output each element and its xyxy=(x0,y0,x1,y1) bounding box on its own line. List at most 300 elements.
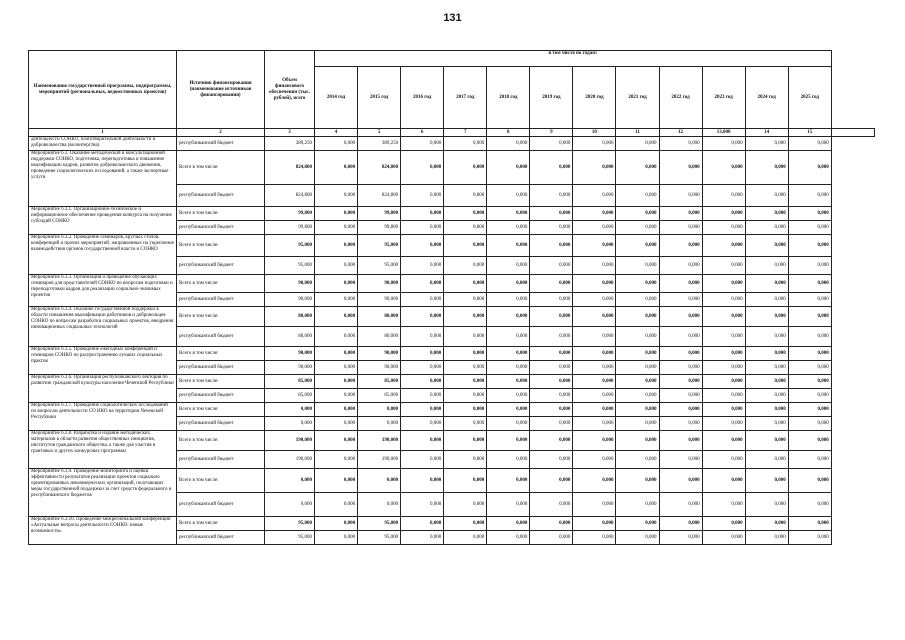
year-value: 0,000 xyxy=(401,389,444,403)
year-value: 0,000 xyxy=(659,185,702,207)
year-value: 0,000 xyxy=(573,531,616,545)
year-value: 0,000 xyxy=(702,257,745,275)
year-value: 0,000 xyxy=(573,347,616,361)
year-value: 0,000 xyxy=(745,257,788,275)
column-index: 1 xyxy=(29,129,177,137)
year-value: 80,000 xyxy=(358,307,401,327)
year-value: 0,000 xyxy=(530,221,573,235)
year-value: 0,000 xyxy=(702,293,745,307)
year-value: 0,000 xyxy=(616,137,659,151)
year-value: 0,000 xyxy=(530,531,573,545)
year-value: 0,000 xyxy=(659,361,702,375)
year-value: 0,000 xyxy=(788,235,831,257)
year-value: 0,000 xyxy=(659,137,702,151)
measure-name: Мероприятие 6.3.8. Разработка и издание методических материалов в области развития общественных инициатив, институтов гражданского общества, а также для участия в грантовых и других конкурсных программах xyxy=(29,431,177,469)
year-value: 0,000 xyxy=(487,493,530,517)
year-value: 0,000 xyxy=(444,531,487,545)
year-value: 0,000 xyxy=(659,257,702,275)
year-value: 0,000 xyxy=(315,275,358,293)
year-value: 0,000 xyxy=(530,275,573,293)
year-value: 0,000 xyxy=(487,257,530,275)
header-source: Источник финансирования (наименование источников финансирования) xyxy=(177,51,265,129)
year-value: 0,000 xyxy=(745,137,788,151)
year-value: 0,000 xyxy=(616,361,659,375)
year-value: 0,000 xyxy=(659,431,702,451)
year-value: 0,000 xyxy=(573,137,616,151)
year-value: 0,000 xyxy=(530,327,573,347)
year-value: 0,000 xyxy=(745,517,788,531)
year-value: 0,000 xyxy=(401,327,444,347)
year-value: 0,000 xyxy=(530,185,573,207)
measure-name: Мероприятие 6.3.2. Проведение семинаров, круглых столов, конференций и прочих мероприятий, направленных на укрепление взаимодействия органов государственной власти и СОНКО xyxy=(29,235,177,275)
year-value: 0,000 xyxy=(530,207,573,221)
year-value: 0,000 xyxy=(659,151,702,185)
year-value: 0,000 xyxy=(616,375,659,389)
year-value: 0,000 xyxy=(745,235,788,257)
year-value: 824,800 xyxy=(358,151,401,185)
measure-name: Мероприятие 6.3.3. Организация и проведение обучающих семинаров для представителей СОНКО по вопросам подготовки и переподготовки кадров для реализации социально-значимых проектов xyxy=(29,275,177,307)
year-value: 0,000 xyxy=(702,389,745,403)
year-value: 0,000 xyxy=(315,185,358,207)
funding-source: республиканский бюджет xyxy=(177,451,265,469)
year-value: 0,000 xyxy=(315,431,358,451)
year-value: 95,000 xyxy=(358,257,401,275)
year-value: 0,000 xyxy=(530,469,573,493)
table-row xyxy=(29,431,875,451)
year-value: 0,000 xyxy=(444,389,487,403)
total-volume: 80,000 xyxy=(265,307,315,327)
year-value: 0,000 xyxy=(573,151,616,185)
header-name: Наименование государственной программы, подпрограммы, мероприятий (региональных, ведомственных проектов) xyxy=(29,51,177,129)
year-value: 0,000 xyxy=(573,361,616,375)
year-value: 0,000 xyxy=(315,347,358,361)
column-index: 4 xyxy=(315,129,358,137)
funding-source: республиканский бюджет xyxy=(177,137,265,151)
table-row xyxy=(29,275,875,293)
year-value: 0,000 xyxy=(573,235,616,257)
year-value: 0,000 xyxy=(444,347,487,361)
year-value: 0,000 xyxy=(401,517,444,531)
year-value: 0,000 xyxy=(616,293,659,307)
year-value: 0,000 xyxy=(573,293,616,307)
year-value: 0,000 xyxy=(487,403,530,417)
year-value: 0,000 xyxy=(659,235,702,257)
year-value: 0,000 xyxy=(659,327,702,347)
column-index: 14 xyxy=(745,129,788,137)
year-value: 389,250 xyxy=(358,137,401,151)
table-row xyxy=(29,469,875,493)
year-value: 0,000 xyxy=(573,207,616,221)
year-value: 0,000 xyxy=(788,451,831,469)
year-value: 0,000 xyxy=(573,307,616,327)
funding-source: республиканский бюджет xyxy=(177,293,265,307)
year-value: 0,000 xyxy=(487,347,530,361)
table-row xyxy=(29,347,875,361)
funding-source: Всего в том числе: xyxy=(177,431,265,451)
total-volume: 0,000 xyxy=(265,493,315,517)
column-index: 9 xyxy=(530,129,573,137)
year-value: 0,000 xyxy=(444,517,487,531)
year-value: 0,000 xyxy=(616,451,659,469)
year-value: 0,000 xyxy=(702,375,745,389)
year-value: 0,000 xyxy=(702,517,745,531)
year-value: 0,000 xyxy=(530,431,573,451)
year-value: 0,000 xyxy=(444,257,487,275)
year-value: 0,000 xyxy=(573,403,616,417)
year-value: 0,000 xyxy=(788,151,831,185)
year-value: 0,000 xyxy=(702,185,745,207)
total-volume: 95,000 xyxy=(265,517,315,531)
year-value: 0,000 xyxy=(315,235,358,257)
year-value: 0,000 xyxy=(702,137,745,151)
year-value: 0,000 xyxy=(745,375,788,389)
table-row xyxy=(29,235,875,257)
year-value: 0,000 xyxy=(745,389,788,403)
column-index: 7 xyxy=(444,129,487,137)
year-value: 0,000 xyxy=(315,375,358,389)
year-value: 0,000 xyxy=(315,151,358,185)
year-value: 0,000 xyxy=(401,403,444,417)
year-value: 0,000 xyxy=(659,517,702,531)
year-value: 0,000 xyxy=(315,517,358,531)
year-value: 0,000 xyxy=(444,403,487,417)
year-value: 0,000 xyxy=(788,389,831,403)
year-value: 0,000 xyxy=(745,293,788,307)
column-index xyxy=(831,129,874,137)
year-value: 0,000 xyxy=(745,207,788,221)
year-value: 0,000 xyxy=(659,347,702,361)
year-value: 0,000 xyxy=(702,531,745,545)
year-value: 0,000 xyxy=(745,361,788,375)
measure-name: Мероприятие 6.3. Оказание методической и консультационной поддержки СОНКО, подготовка, переподготовка и повышение квалификации кадров, развитие добровольческого движения, проведение социологических исследований, а также экспертные услуги xyxy=(29,151,177,207)
funding-source: Всего в том числе: xyxy=(177,517,265,531)
table-row xyxy=(29,375,875,389)
year-value: 0,000 xyxy=(745,451,788,469)
year-value: 0,000 xyxy=(487,469,530,493)
year-value: 0,000 xyxy=(745,347,788,361)
year-value: 0,000 xyxy=(401,185,444,207)
year-value: 0,000 xyxy=(702,347,745,361)
year-value: 0,000 xyxy=(487,361,530,375)
year-value: 0,000 xyxy=(401,451,444,469)
year-value: 90,000 xyxy=(358,293,401,307)
year-value: 0,000 xyxy=(616,531,659,545)
total-volume: 90,000 xyxy=(265,293,315,307)
year-value: 0,000 xyxy=(487,431,530,451)
year-value: 0,000 xyxy=(444,151,487,185)
year-value: 824,800 xyxy=(358,185,401,207)
funding-source: республиканский бюджет xyxy=(177,493,265,517)
year-value: 0,000 xyxy=(788,347,831,361)
year-value: 0,000 xyxy=(315,493,358,517)
funding-source: республиканский бюджет xyxy=(177,361,265,375)
measure-name: Мероприятие 6.3.5. Проведение ежегодных конференций и семинаров СОНКО по распространению лучших социальных практик xyxy=(29,347,177,375)
year-value: 0,000 xyxy=(702,235,745,257)
year-value: 0,000 xyxy=(788,417,831,431)
year-value: 0,000 xyxy=(315,137,358,151)
measure-name: Мероприятие 6.3.10. Проведение межрегиональной конференции «Актуальные вопросы деятельности СОНКО: новые возможности» xyxy=(29,517,177,545)
year-value: 0,000 xyxy=(788,307,831,327)
year-value: 0,000 xyxy=(401,375,444,389)
year-value: 0,000 xyxy=(616,151,659,185)
year-value: 0,000 xyxy=(616,517,659,531)
year-value: 0,000 xyxy=(702,417,745,431)
year-value: 0,000 xyxy=(401,361,444,375)
year-value: 0,000 xyxy=(573,431,616,451)
year-value: 0,000 xyxy=(702,207,745,221)
year-value: 0,000 xyxy=(616,207,659,221)
year-value: 0,000 xyxy=(401,235,444,257)
year-value: 0,000 xyxy=(530,389,573,403)
year-value: 0,000 xyxy=(530,307,573,327)
total-volume: 190,000 xyxy=(265,451,315,469)
year-value: 0,000 xyxy=(616,185,659,207)
header-year: 2021 год xyxy=(616,67,659,129)
year-value: 0,000 xyxy=(487,375,530,389)
year-value: 0,000 xyxy=(444,417,487,431)
year-value: 0,000 xyxy=(659,275,702,293)
total-volume: 80,000 xyxy=(265,327,315,347)
year-value: 0,000 xyxy=(401,293,444,307)
year-value: 0,000 xyxy=(401,307,444,327)
year-value: 0,000 xyxy=(530,517,573,531)
funding-source: Всего в том числе: xyxy=(177,469,265,493)
year-value: 0,000 xyxy=(444,235,487,257)
year-value: 0,000 xyxy=(487,185,530,207)
year-value: 0,000 xyxy=(788,431,831,451)
year-value: 0,000 xyxy=(788,469,831,493)
year-value: 0,000 xyxy=(315,403,358,417)
funding-source: Всего в том числе: xyxy=(177,151,265,185)
year-value: 0,000 xyxy=(444,361,487,375)
year-value: 0,000 xyxy=(487,235,530,257)
measure-name: Мероприятие 6.3.6. Организация республиканского лектория по развитию гражданской культуры населения Чеченской Республики xyxy=(29,375,177,403)
year-value: 0,000 xyxy=(788,185,831,207)
year-value: 0,000 xyxy=(530,235,573,257)
year-value: 0,000 xyxy=(788,361,831,375)
column-index: 15 xyxy=(788,129,831,137)
year-value: 99,800 xyxy=(358,221,401,235)
header-year: 2022 год xyxy=(659,67,702,129)
year-value: 0,000 xyxy=(573,451,616,469)
year-value: 0,000 xyxy=(745,307,788,327)
header-year: 2025 год xyxy=(788,67,831,129)
column-index: 6 xyxy=(401,129,444,137)
year-value: 0,000 xyxy=(444,469,487,493)
year-value: 0,000 xyxy=(315,389,358,403)
year-value: 0,000 xyxy=(573,417,616,431)
header-year: 2019 год xyxy=(530,67,573,129)
year-value: 0,000 xyxy=(315,531,358,545)
year-value: 0,000 xyxy=(659,451,702,469)
funding-source: республиканский бюджет xyxy=(177,221,265,235)
year-value: 0,000 xyxy=(530,493,573,517)
funding-source: Всего в том числе: xyxy=(177,403,265,417)
year-value: 0,000 xyxy=(487,151,530,185)
year-value: 0,000 xyxy=(616,469,659,493)
year-value: 0,000 xyxy=(444,375,487,389)
year-value: 0,000 xyxy=(487,417,530,431)
funding-source: Всего в том числе: xyxy=(177,235,265,257)
year-value: 0,000 xyxy=(702,151,745,185)
year-value: 0,000 xyxy=(788,257,831,275)
measure-name: деятельности СОНКО, благотворительной деятельности и добровольчества (волонтерства) xyxy=(29,137,177,151)
year-value: 0,000 xyxy=(487,517,530,531)
year-value: 0,000 xyxy=(745,469,788,493)
year-value: 0,000 xyxy=(530,451,573,469)
year-value: 0,000 xyxy=(444,493,487,517)
funding-source: республиканский бюджет xyxy=(177,417,265,431)
year-value: 0,000 xyxy=(401,151,444,185)
column-index: 2 xyxy=(177,129,265,137)
financing-table xyxy=(28,50,875,545)
funding-source: республиканский бюджет xyxy=(177,531,265,545)
year-value: 0,000 xyxy=(616,347,659,361)
year-value: 0,000 xyxy=(788,137,831,151)
year-value: 0,000 xyxy=(358,403,401,417)
header-volume: Объем финансового обеспечения (тыс. рублей), всего xyxy=(265,51,315,129)
total-volume: 389,250 xyxy=(265,137,315,151)
year-value: 0,000 xyxy=(315,361,358,375)
year-value: 0,000 xyxy=(573,493,616,517)
year-value: 0,000 xyxy=(487,275,530,293)
measure-name: Мероприятие 6.3.1. Организационно-техническое и информационное обеспечение проведения конкурса на получение субсидий СОНКО xyxy=(29,207,177,235)
year-value: 0,000 xyxy=(315,307,358,327)
year-value: 0,000 xyxy=(745,151,788,185)
year-value: 0,000 xyxy=(616,307,659,327)
year-value: 0,000 xyxy=(358,469,401,493)
year-value: 0,000 xyxy=(401,469,444,493)
year-value: 0,000 xyxy=(444,451,487,469)
header-year: 2024 год xyxy=(745,67,788,129)
table-row xyxy=(29,137,875,151)
table-row xyxy=(29,307,875,327)
year-value: 0,000 xyxy=(315,257,358,275)
year-value: 0,000 xyxy=(444,327,487,347)
measure-name: Мероприятие 6.3.7. Проведение социологических исследований по вопросам деятельности СО НКО на территории Чеченской Республики xyxy=(29,403,177,431)
year-value: 0,000 xyxy=(444,185,487,207)
year-value: 0,000 xyxy=(616,431,659,451)
funding-source: Всего в том числе: xyxy=(177,275,265,293)
year-value: 0,000 xyxy=(788,207,831,221)
column-index: 13,000 xyxy=(702,129,745,137)
year-value: 0,000 xyxy=(745,531,788,545)
year-value: 0,000 xyxy=(530,361,573,375)
year-value: 0,000 xyxy=(745,221,788,235)
year-value: 0,000 xyxy=(745,403,788,417)
header-year: 2020 год xyxy=(573,67,616,129)
year-value: 0,000 xyxy=(702,493,745,517)
year-value: 0,000 xyxy=(315,207,358,221)
year-value: 0,000 xyxy=(702,327,745,347)
year-value: 190,000 xyxy=(358,431,401,451)
funding-source: Всего в том числе: xyxy=(177,347,265,361)
year-value: 0,000 xyxy=(573,275,616,293)
year-value: 90,000 xyxy=(358,361,401,375)
total-volume: 95,000 xyxy=(265,257,315,275)
year-value: 0,000 xyxy=(315,221,358,235)
measure-name: Мероприятие 6.3.4. Оказание государственной поддержки в области повышения квалификации работников и добровольцев СОНКО по вопросам разработки социальных проектов, внедрения инновационных социальных технологий xyxy=(29,307,177,347)
year-value: 0,000 xyxy=(401,275,444,293)
total-volume: 95,000 xyxy=(265,235,315,257)
year-value: 0,000 xyxy=(530,151,573,185)
year-value: 0,000 xyxy=(745,417,788,431)
year-value: 190,000 xyxy=(358,451,401,469)
funding-source: республиканский бюджет xyxy=(177,327,265,347)
year-value: 95,000 xyxy=(358,235,401,257)
total-volume: 95,000 xyxy=(265,531,315,545)
year-value: 0,000 xyxy=(487,221,530,235)
year-value: 0,000 xyxy=(444,431,487,451)
column-index: 11 xyxy=(616,129,659,137)
year-value: 0,000 xyxy=(659,375,702,389)
year-value: 0,000 xyxy=(616,417,659,431)
year-value: 0,000 xyxy=(702,451,745,469)
year-value: 0,000 xyxy=(401,493,444,517)
column-index: 3 xyxy=(265,129,315,137)
year-value: 0,000 xyxy=(401,347,444,361)
year-value: 0,000 xyxy=(788,403,831,417)
year-value: 0,000 xyxy=(444,293,487,307)
year-value: 0,000 xyxy=(788,221,831,235)
year-value: 0,000 xyxy=(659,403,702,417)
funding-source: Всего в том числе: xyxy=(177,207,265,221)
header-year: 2018 год xyxy=(487,67,530,129)
year-value: 0,000 xyxy=(487,307,530,327)
year-value: 0,000 xyxy=(745,431,788,451)
year-value: 0,000 xyxy=(702,361,745,375)
year-value: 0,000 xyxy=(573,517,616,531)
year-value: 85,000 xyxy=(358,375,401,389)
year-value: 0,000 xyxy=(702,469,745,493)
year-value: 0,000 xyxy=(573,327,616,347)
year-value: 0,000 xyxy=(487,451,530,469)
total-volume: 824,800 xyxy=(265,151,315,185)
year-value: 0,000 xyxy=(659,293,702,307)
table-row xyxy=(29,517,875,531)
year-value: 0,000 xyxy=(487,531,530,545)
year-value: 0,000 xyxy=(788,327,831,347)
year-value: 0,000 xyxy=(530,347,573,361)
total-volume: 90,000 xyxy=(265,361,315,375)
year-value: 0,000 xyxy=(702,275,745,293)
year-value: 0,000 xyxy=(745,185,788,207)
year-value: 0,000 xyxy=(659,469,702,493)
year-value: 0,000 xyxy=(530,137,573,151)
year-value: 0,000 xyxy=(530,417,573,431)
table-row xyxy=(29,207,875,221)
year-value: 0,000 xyxy=(659,221,702,235)
year-value: 0,000 xyxy=(659,207,702,221)
year-value: 0,000 xyxy=(616,327,659,347)
year-value: 0,000 xyxy=(487,137,530,151)
year-value: 0,000 xyxy=(444,137,487,151)
year-value: 0,000 xyxy=(444,221,487,235)
year-value: 0,000 xyxy=(358,493,401,517)
year-value: 90,000 xyxy=(358,347,401,361)
year-value: 0,000 xyxy=(659,531,702,545)
year-value: 0,000 xyxy=(616,403,659,417)
year-value: 0,000 xyxy=(401,221,444,235)
year-value: 0,000 xyxy=(702,403,745,417)
year-value: 0,000 xyxy=(573,185,616,207)
year-value: 0,000 xyxy=(788,293,831,307)
year-value: 0,000 xyxy=(702,307,745,327)
year-value: 0,000 xyxy=(530,375,573,389)
year-value: 0,000 xyxy=(616,257,659,275)
year-value: 0,000 xyxy=(530,257,573,275)
year-value: 0,000 xyxy=(745,327,788,347)
